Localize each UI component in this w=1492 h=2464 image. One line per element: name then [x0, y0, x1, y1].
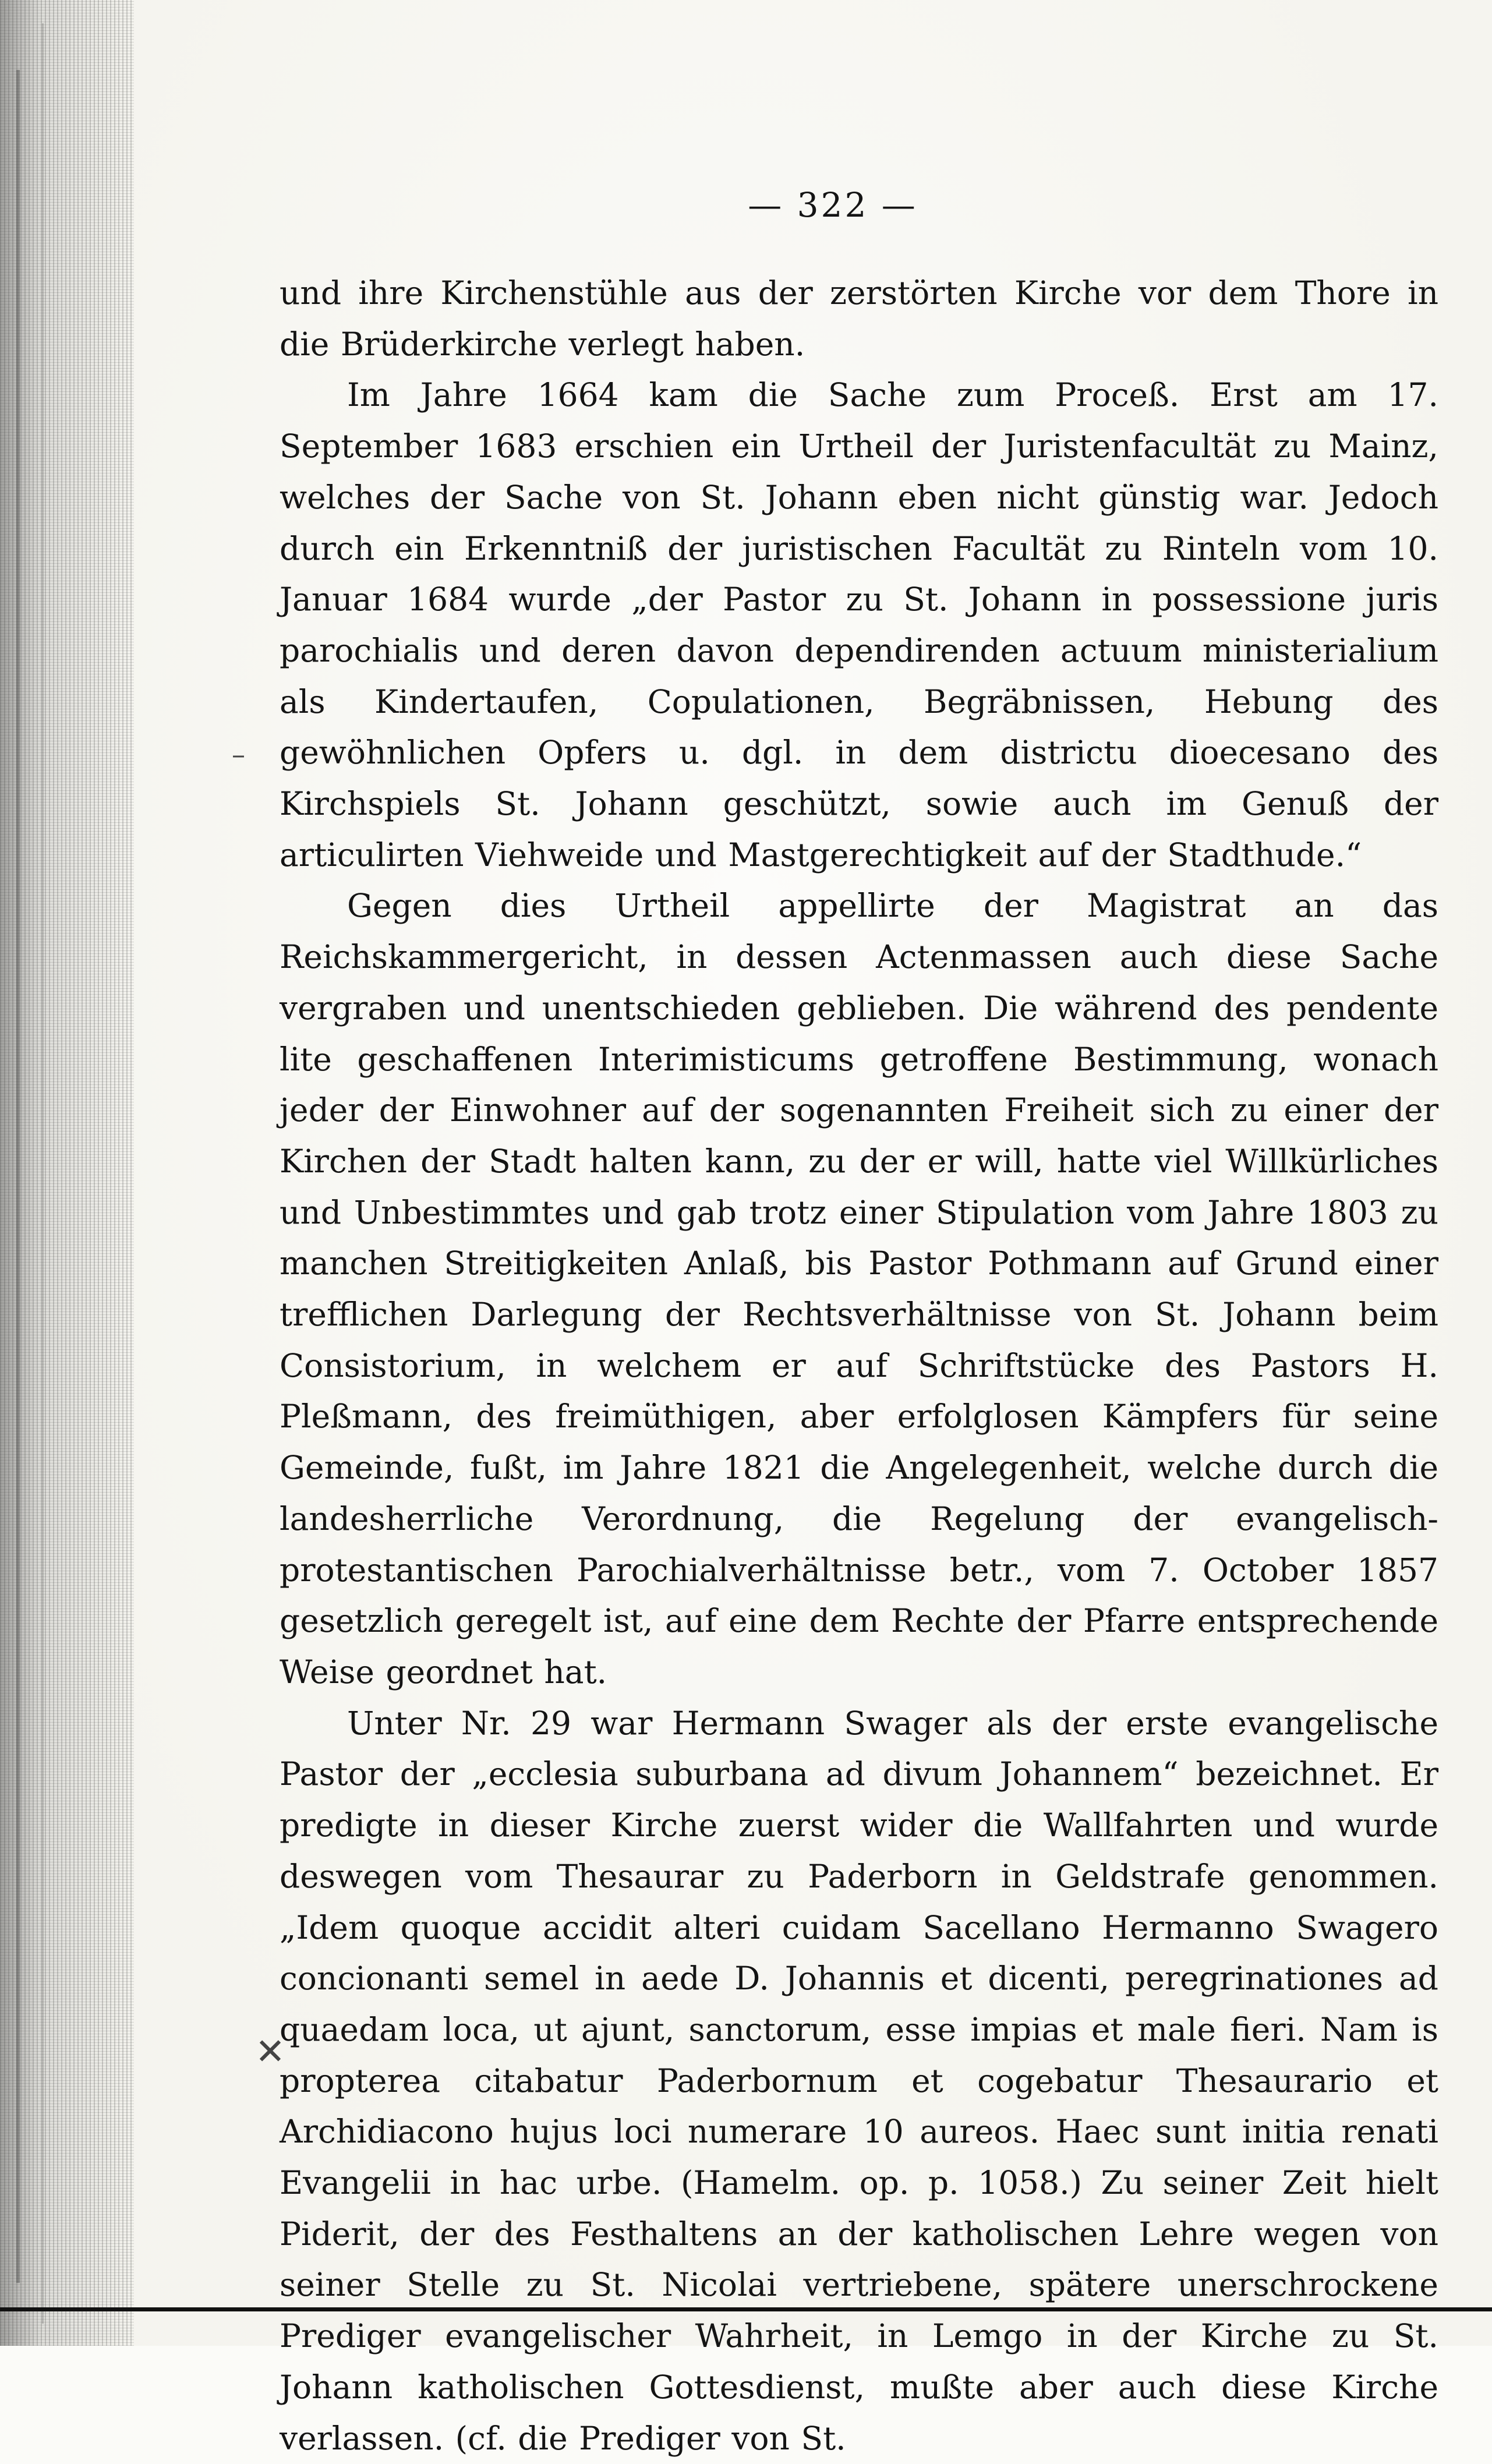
- binding-edge-shadow: [0, 0, 134, 2346]
- margin-cross-mark: ✕: [255, 2030, 285, 2073]
- paragraph: Unter Nr. 29 war Hermann Swager als der erste evangelische Pastor der „ecclesia suburbana ad divum Johannem“ bezeichnet. Er predigte in dieser Kirche zuerst wider die Wallfahrten und wurde deswegen vom Thesaurar zu Paderborn in Geldstrafe genommen. „Idem quoque accidit alteri cuidam Sacellano Hermanno Swagero concionanti semel in aede D. Johannis et dicenti, peregrinationes ad quaedam loca, ut ajunt, sanctorum, esse impias et male fieri. Nam is propterea citabatur Paderbornum et cogebatur Thesaurario et Archidiacono hujus loci numerare 10 aureos. Haec sunt initia renati Evangelii in hac urbe. (Hamelm. op. p. 1058.) Zu seiner Zeit hielt Piderit, der des Festhaltens an der katholischen Lehre wegen von seiner Stelle zu St. Nicolai vertriebene, spätere unerschrockene Prediger evangelischer Wahrheit, in Lemgo in der Kirche zu St. Johann katholischen Gottesdienst, mußte aber auch diese Kirche verlassen. (cf. die Prediger von St.: [280, 1704, 1438, 2457]
- margin-dash-mark: –: [232, 738, 245, 770]
- binding-edge-line-secondary: [42, 23, 44, 2324]
- paragraph: Gegen dies Urtheil appellirte der Magistrat an das Reichskammergericht, in dessen Actenmassen auch diese Sache vergraben und unentschieden geblieben. Die während des pendente lite geschaffenen Interimisticums getroffene Bestimmung, wonach jeder der Einwohner auf der sogenannten Freiheit sich zu einer der Kirchen der Stadt halten kann, zu der er will, hatte viel Willkürliches und Unbestimmtes und gab trotz einer Stipulation vom Jahre 1803 zu manchen Streitigkeiten Anlaß, bis Pastor Pothmann auf Grund einer trefflichen Darlegung der Rechtsverhältnisse von St. Johann beim Consistorium, in welchem er auf Schriftstücke des Pastors H. Pleßmann, des freimüthigen, aber erfolglosen Kämpfers für seine Gemeinde, fußt, im Jahre 1821 die Angelegenheit, welche durch die landesherrliche Verordnung, die Regelung der evangelisch-protestantischen Parochialverhältnisse betr., vom 7. October 1857 gesetzlich geregelt ist, auf eine dem Rechte der Pfarre entsprechende Weise geordnet hat.: [280, 887, 1438, 1691]
- paragraph: und ihre Kirchenstühle aus der zerstörten Kirche vor dem Thore in die Brüderkirche verlegt haben.: [280, 274, 1438, 363]
- binding-edge-line: [16, 70, 20, 2283]
- body-text: [280, 268, 1438, 2464]
- page-bottom-rule: [0, 2307, 1492, 2311]
- page-number: — 322 —: [748, 185, 918, 225]
- paragraph: Im Jahre 1664 kam die Sache zum Proceß. Erst am 17. September 1683 erschien ein Urtheil der Juristenfacultät zu Mainz, welches der Sache von St. Johann eben nicht günstig war. Jedoch durch ein Erkenntniß der juristischen Facultät zu Rinteln vom 10. Januar 1684 wurde „der Pastor zu St. Johann in possessione juris parochialis und deren davon dependirenden actuum ministerialium als Kindertaufen, Copulationen, Begräbnissen, Hebung des gewöhnlichen Opfers u. dgl. in dem districtu dioecesano des Kirchspiels St. Johann geschützt, sowie auch im Genuß der articulirten Viehweide und Mastgerechtigkeit auf der Stadthude.“: [280, 376, 1438, 874]
